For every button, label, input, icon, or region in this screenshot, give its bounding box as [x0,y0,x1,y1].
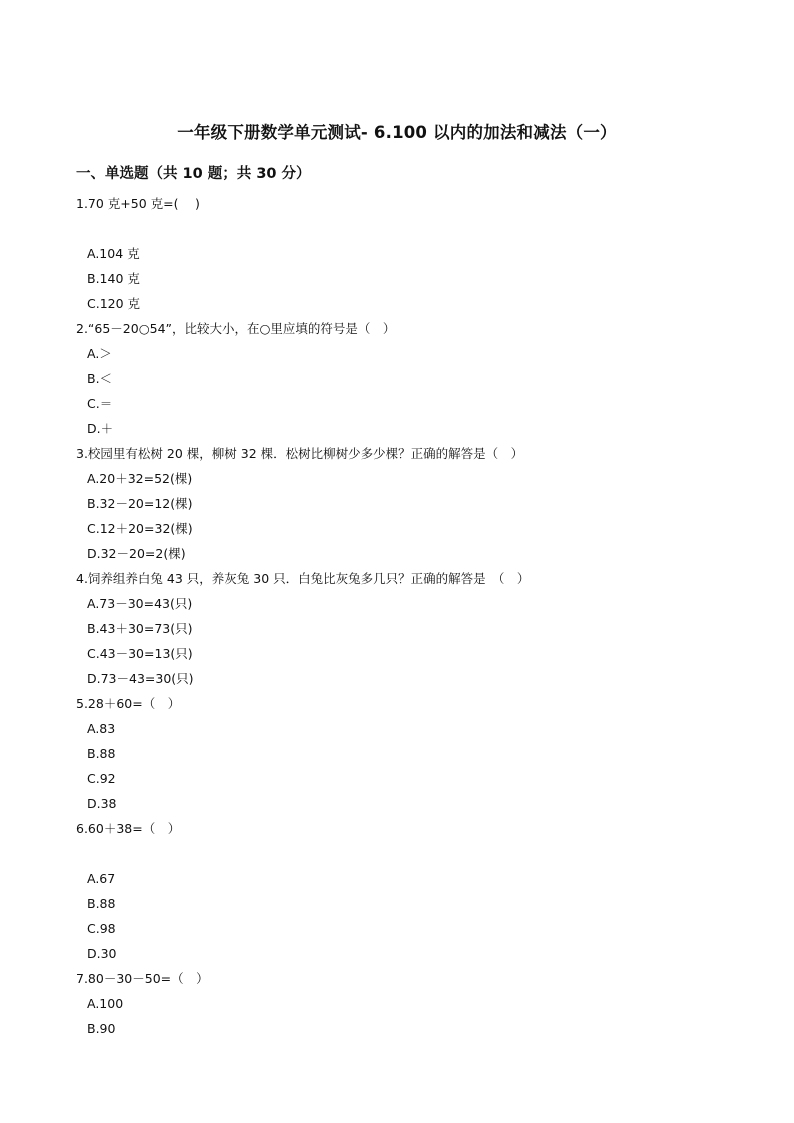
question-4-option-d: D.73－43=30(只) [87,671,194,686]
question-5-option-c: C.92 [87,771,116,786]
question-4-stem: 4.饲养组养白兔 43 只，养灰兔 30 只．白兔比灰兔多几只？正确的解答是 （ ） [76,571,530,586]
question-1-stem: 1.70 克+50 克=( ) [76,196,200,211]
question-4-option-b: B.43＋30=73(只) [87,621,193,636]
question-7-option-b: B.90 [87,1021,116,1036]
question-2-option-b: B.＜ [87,371,113,386]
question-6-option-d: D.30 [87,946,117,961]
question-3-stem: 3.校园里有松树 20 棵，柳树 32 棵．松树比柳树少多少棵？正确的解答是（ ） [76,446,524,461]
question-3-option-c: C.12＋20=32(棵) [87,521,193,536]
question-2-option-c: C.＝ [87,396,113,411]
question-5-stem: 5.28＋60=（ ） [76,696,181,711]
question-1-option-b: B.140 克 [87,271,140,286]
section-heading: 一、单选题（共 10 题；共 30 分） [76,166,311,182]
question-4-option-a: A.73－30=43(只) [87,596,193,611]
question-3-option-d: D.32－20=2(棵) [87,546,186,561]
question-2-option-d: D.＋ [87,421,114,436]
document-title: 一年级下册数学单元测试- 6.100 以内的加法和减法（一） [177,123,617,142]
question-5-option-d: D.38 [87,796,117,811]
question-6-option-b: B.88 [87,896,116,911]
question-3-option-b: B.32－20=12(棵) [87,496,193,511]
question-2-stem: 2.“65－20○54”，比较大小，在○里应填的符号是（ ） [76,321,396,336]
question-7-option-a: A.100 [87,996,124,1011]
question-6-option-c: C.98 [87,921,116,936]
question-2-option-a: A.＞ [87,346,112,361]
question-1-option-c: C.120 克 [87,296,141,311]
question-6-stem: 6.60＋38=（ ） [76,821,181,836]
question-1-option-a: A.104 克 [87,246,140,261]
question-4-option-c: C.43－30=13(只) [87,646,193,661]
question-7-stem: 7.80－30－50=（ ） [76,971,209,986]
question-5-option-b: B.88 [87,746,116,761]
question-5-option-a: A.83 [87,721,116,736]
question-3-option-a: A.20＋32=52(棵) [87,471,193,486]
question-6-option-a: A.67 [87,871,116,886]
